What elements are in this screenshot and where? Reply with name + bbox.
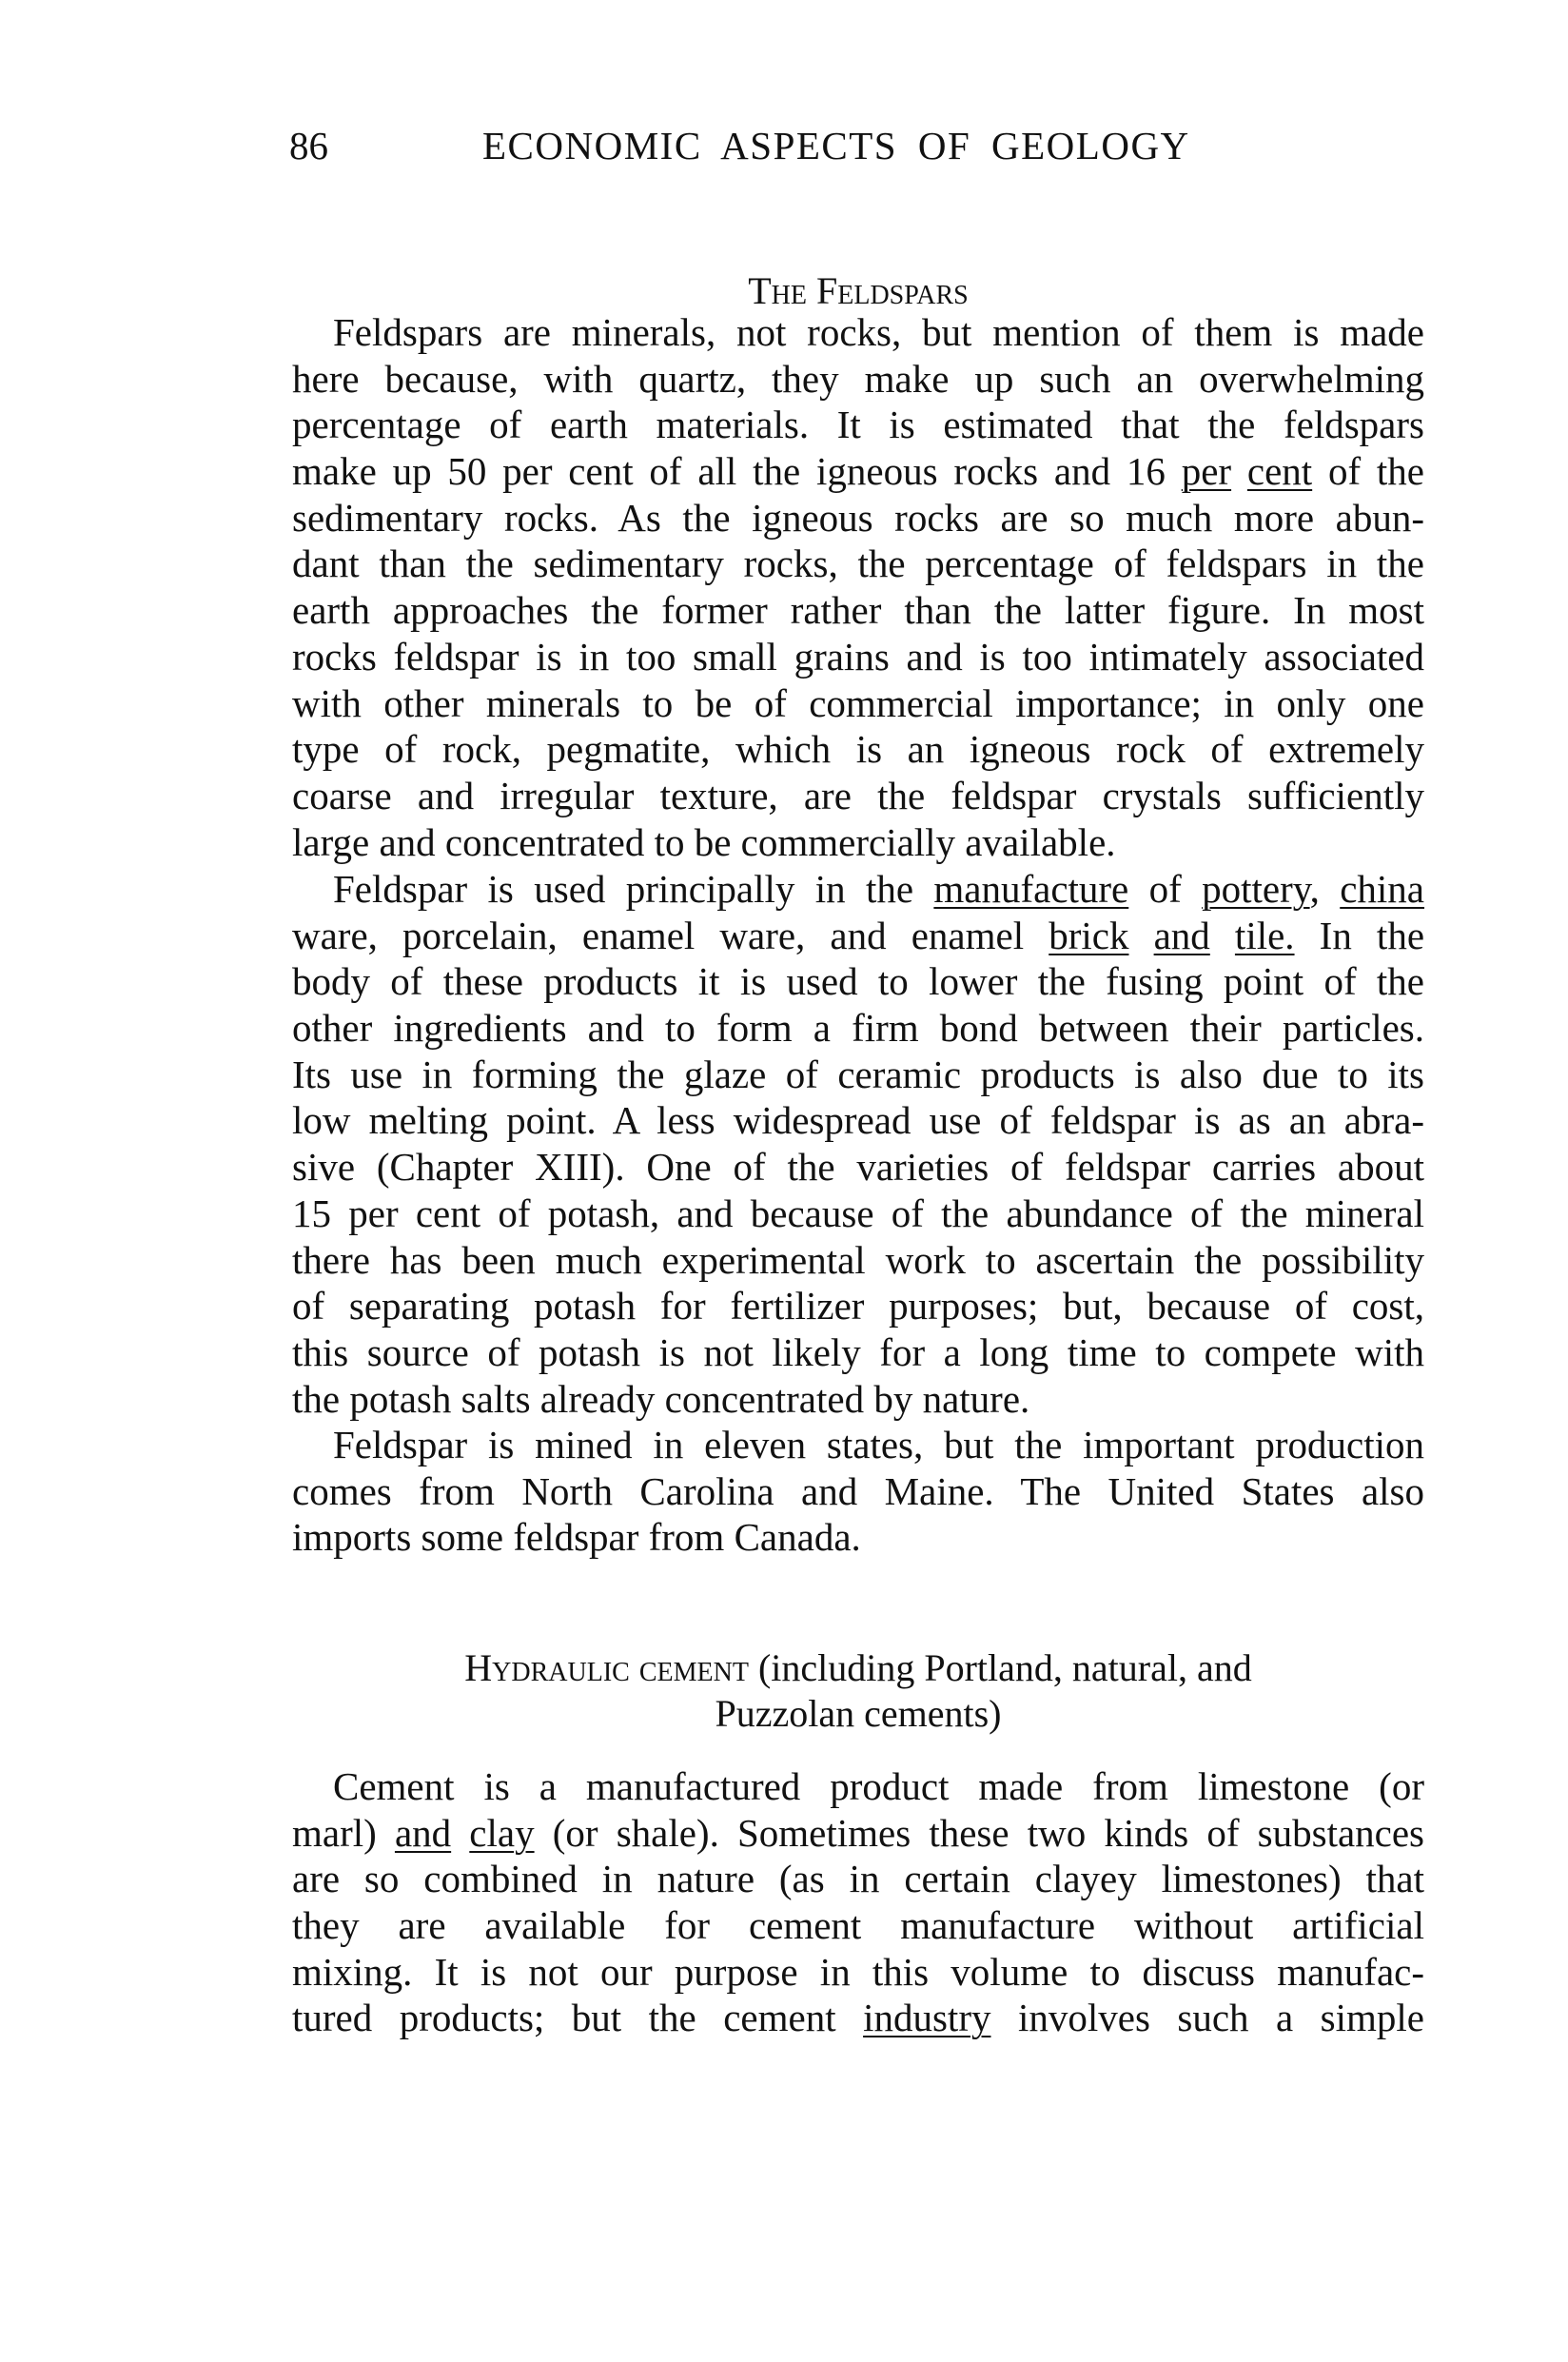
- underlined-word: brick: [1049, 913, 1129, 957]
- text-line: other ingredients and to form a firm bond between their particles.: [292, 1006, 1424, 1051]
- paragraph-feldspars-intro: [292, 309, 1424, 865]
- text-line: Its use in forming the glaze of ceramic products is also due to its: [292, 1052, 1424, 1096]
- text-line: type of rock, pegmatite, which is an igneous rock of extremely: [292, 727, 1424, 772]
- text-line: coarse and irregular texture, are the feldspar crystals sufficiently: [292, 773, 1424, 817]
- running-title: ECONOMIC ASPECTS OF GEOLOGY: [482, 124, 1190, 167]
- underlined-word: cent: [1246, 449, 1313, 494]
- text-fragment: ,: [1309, 867, 1341, 911]
- underlined-word: pottery: [1202, 867, 1310, 911]
- heading-subtitle: (including Portland, natural, and: [748, 1646, 1252, 1689]
- underlined-word: industry: [863, 1996, 991, 2040]
- text-line: earth approaches the former rather than the latter figure. In most: [292, 588, 1424, 633]
- text-fragment: of the: [1312, 449, 1424, 494]
- text-line: they are available for cement manufacture without artificial: [292, 1903, 1424, 1948]
- text-fragment: Feldspar is used principally in the: [333, 867, 934, 911]
- text-line: [292, 1810, 1424, 1857]
- text-line: [292, 448, 1424, 495]
- underlined-word: clay: [469, 1810, 535, 1855]
- text-line: sedimentary rocks. As the igneous rocks are so much more abun-: [292, 495, 1424, 540]
- paragraph-cement-intro: [292, 1763, 1424, 2041]
- text-line: low melting point. A less widespread use of feldspar is as an abra-: [292, 1098, 1424, 1143]
- text-line: body of these products it is used to lower the fusing point of the: [292, 959, 1424, 1004]
- text-fragment: of: [1128, 867, 1203, 911]
- text-line: sive (Chapter XIII). One of the varieties of feldspar carries about: [292, 1145, 1424, 1190]
- text-line: dant than the sedimentary rocks, the percentage of feldspars in the: [292, 541, 1424, 586]
- text-line: comes from North Carolina and Maine. The United States also: [292, 1468, 1424, 1513]
- text-line: [292, 913, 1424, 959]
- text-line: Feldspars are minerals, not rocks, but mention of them is made: [333, 310, 1424, 354]
- text-line: rocks feldspar is in too small grains and is too intimately associated: [292, 634, 1424, 679]
- text-line: this source of potash is not likely for a long time to compete with: [292, 1329, 1424, 1374]
- section-heading-hydraulic-cement: [292, 1645, 1424, 1737]
- text-fragment: involves such a simple: [990, 1996, 1425, 2040]
- text-line: here because, with quartz, they make up such an overwhelming: [292, 356, 1424, 401]
- text-fragment: [1210, 914, 1235, 957]
- text-line: large and concentrated to be commercially available.: [292, 819, 1116, 864]
- text-line: 15 per cent of potash, and because of the abundance of the mineral: [292, 1191, 1424, 1235]
- text-line: percentage of earth materials. It is estimated that the feldspars: [292, 403, 1424, 447]
- paragraph-feldspars-uses: [292, 866, 1424, 1422]
- underlined-word: manufacture: [933, 867, 1129, 911]
- text-line: imports some feldspar from Canada.: [292, 1515, 861, 1560]
- text-line: Feldspar is mined in eleven states, but the important production: [333, 1423, 1424, 1466]
- page-number: 86: [289, 124, 328, 167]
- text-line: [292, 1995, 1424, 2041]
- underlined-word: tile.: [1234, 913, 1295, 957]
- heading-subtitle-line2: Puzzolan cements): [715, 1692, 1002, 1735]
- text-line: Cement is a manufactured product made from limestone (or: [333, 1764, 1424, 1808]
- text-fragment: [1128, 914, 1153, 957]
- running-head: [289, 122, 1431, 169]
- underlined-word: and: [1153, 913, 1210, 957]
- text-line: with other minerals to be of commercial importance; in only one: [292, 680, 1424, 725]
- underlined-word: and: [394, 1810, 452, 1855]
- text-fragment: (or shale). Sometimes these two kinds of substances: [534, 1810, 1425, 1855]
- underlined-word: china: [1340, 867, 1425, 911]
- paragraph-feldspars-mining: [292, 1422, 1424, 1561]
- text-fragment: marl): [292, 1810, 395, 1855]
- text-line: mixing. It is not our purpose in this volume to discuss manufac-: [292, 1949, 1424, 1994]
- text-line: [292, 866, 1424, 913]
- text-fragment: [1231, 449, 1247, 493]
- heading-smallcaps: Hydraulic cement: [464, 1646, 749, 1689]
- text-fragment: ware, porcelain, enamel ware, and enamel: [292, 913, 1049, 957]
- text-line: of separating potash for fertilizer purposes; but, because of cost,: [292, 1284, 1424, 1329]
- text-fragment: make up 50 per cent of all the igneous rocks and 16: [292, 449, 1182, 494]
- text-fragment: tured products; but the cement: [292, 1996, 864, 2040]
- text-line: the potash salts already concentrated by nature.: [292, 1376, 1030, 1421]
- section-heading-feldspars: The Feldspars: [748, 269, 969, 312]
- underlined-word: per: [1181, 449, 1232, 494]
- text-fragment: [451, 1811, 469, 1855]
- text-line: there has been much experimental work to ascertain the possibility: [292, 1237, 1424, 1282]
- text-line: are so combined in nature (as in certain clayey limestones) that: [292, 1857, 1424, 1901]
- text-fragment: In the: [1294, 913, 1425, 957]
